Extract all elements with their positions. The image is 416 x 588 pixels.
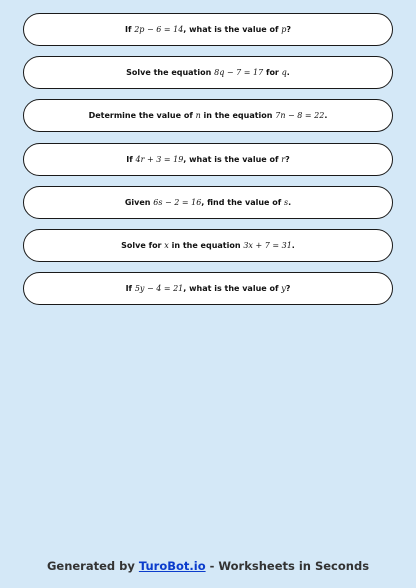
question-post-2: ?: [285, 154, 290, 164]
question-post: , what is the value of: [183, 284, 282, 294]
question-math: 2p − 6 = 14: [134, 25, 184, 34]
question-pre: Solve the equation: [126, 68, 215, 78]
question-card: [23, 143, 393, 176]
footer: [0, 559, 416, 573]
question-math-2: y: [281, 284, 286, 294]
question-post-2: .: [324, 111, 328, 121]
question-post: , find the value of: [201, 197, 285, 207]
question-pre: If: [124, 25, 135, 34]
question-pre: If: [126, 154, 136, 164]
question-post-2: .: [286, 68, 290, 78]
question-pre: Determine the value of: [88, 111, 196, 121]
question-math-2: q: [281, 68, 287, 78]
question-math: x: [164, 240, 169, 250]
footer-prefix: Generated by: [46, 559, 139, 573]
question-math: 6s − 2 = 16: [153, 197, 202, 207]
question-math-2: 3x + 7 = 31: [243, 240, 292, 250]
question-pre: If: [125, 284, 135, 294]
question-card: [23, 56, 393, 89]
question-post: in the equation: [168, 240, 244, 250]
brand-link[interactable]: TuroBot.io: [138, 559, 206, 573]
question-text: [121, 241, 295, 250]
question-math-2: 7n − 8 = 22: [275, 111, 325, 121]
question-post-2: ?: [285, 284, 291, 294]
question-post-2: .: [288, 197, 292, 207]
question-math-2: p: [281, 25, 287, 34]
question-card: [23, 272, 393, 305]
question-math: 4r + 3 = 19: [135, 154, 184, 164]
question-text: [89, 111, 328, 120]
question-math: n: [195, 111, 201, 121]
question-post-2: .: [291, 240, 295, 250]
question-text: [125, 25, 291, 34]
question-post: , what is the value of: [183, 154, 282, 164]
question-list: [23, 13, 393, 315]
question-post: for: [263, 68, 282, 78]
question-post: , what is the value of: [183, 25, 282, 34]
question-post-2: ?: [286, 25, 292, 34]
question-text: [126, 284, 291, 293]
question-card: [23, 186, 393, 219]
question-card: [23, 99, 393, 132]
question-card: [23, 229, 393, 262]
question-text: [125, 198, 291, 207]
question-math: 5y − 4 = 21: [134, 284, 184, 294]
question-card: [23, 13, 393, 46]
question-post: in the equation: [200, 111, 276, 121]
question-math-2: r: [281, 154, 286, 164]
question-pre: Solve for: [121, 240, 165, 250]
question-pre: Given: [124, 197, 154, 207]
question-math: 8q − 7 = 17: [214, 68, 264, 78]
question-math-2: s: [284, 197, 289, 207]
question-text: [126, 68, 290, 77]
question-text: [126, 155, 289, 164]
footer-suffix: - Worksheets in Seconds: [205, 559, 370, 573]
